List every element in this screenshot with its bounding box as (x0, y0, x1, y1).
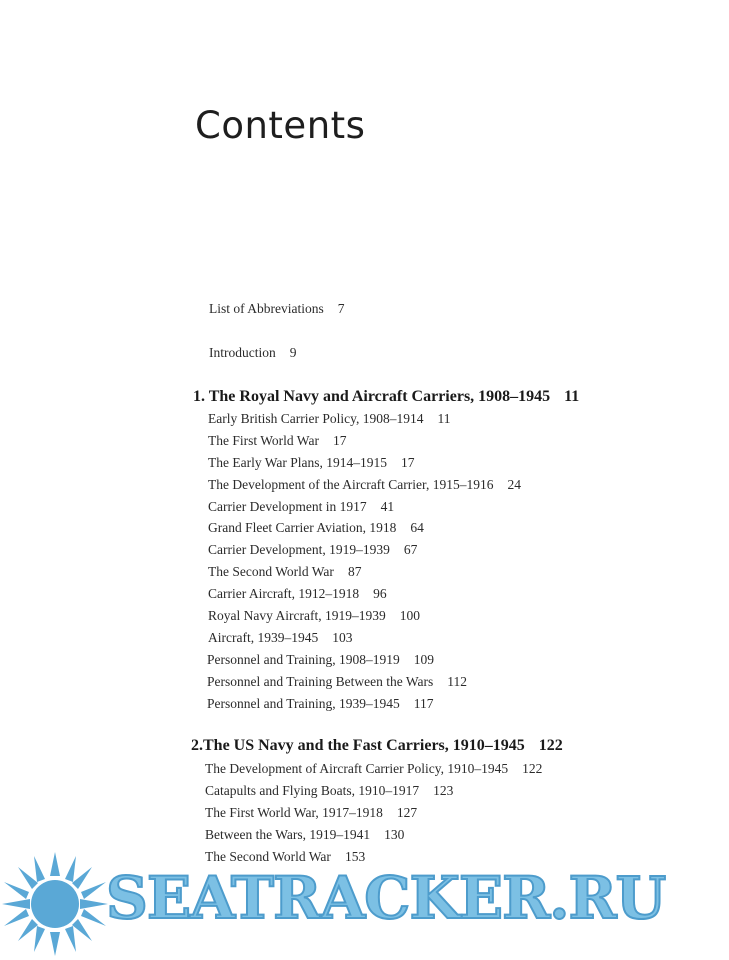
toc-entry-page: 123 (433, 783, 454, 798)
toc-entry-title: The First World War, 1917–1918 (205, 805, 383, 820)
toc-entry-title: Carrier Development, 1919–1939 (208, 542, 390, 557)
toc-entry-title: The Development of Aircraft Carrier Policy, 1910–1945 (205, 761, 509, 776)
toc-entry-title: Early British Carrier Policy, 1908–1914 (208, 411, 424, 426)
toc-entry-page: 112 (447, 674, 468, 689)
toc-entry-introduction[interactable] (209, 345, 297, 361)
toc-entry[interactable] (207, 674, 467, 690)
toc-entry-page: 17 (332, 433, 347, 448)
toc-entry-title: List of Abbreviations (209, 301, 324, 316)
toc-entry-page: 153 (344, 849, 366, 864)
toc-entry[interactable] (208, 564, 361, 580)
toc-entry[interactable] (207, 696, 434, 712)
toc-entry-page: 87 (347, 564, 362, 579)
chapter-title: The US Navy and the Fast Carriers, 1910–1945 (203, 737, 525, 754)
toc-entry-title: The Development of the Aircraft Carrier, 1915–1916 (208, 477, 494, 492)
toc-entry-page: 96 (373, 586, 387, 601)
toc-entry-page: 41 (380, 499, 395, 514)
toc-entry[interactable] (208, 411, 450, 427)
chapter-number: 1. (193, 388, 205, 405)
toc-entry-page: 11 (437, 411, 451, 426)
toc-entry-page: 7 (337, 301, 345, 316)
toc-entry[interactable] (208, 477, 521, 493)
chapter-page: 122 (538, 737, 563, 754)
toc-entry[interactable] (208, 455, 415, 471)
toc-chapter-1[interactable] (193, 388, 579, 406)
chapter-page: 11 (564, 388, 580, 405)
toc-entry-title: Between the Wars, 1919–1941 (205, 827, 371, 842)
toc-entry[interactable] (205, 761, 542, 777)
toc-entry-page: 24 (507, 477, 521, 492)
toc-entry-page: 67 (403, 542, 418, 557)
toc-entry-page: 64 (410, 520, 424, 535)
toc-chapter-2[interactable] (191, 737, 563, 755)
toc-entry-title: The Early War Plans, 1914–1915 (208, 455, 388, 470)
toc-entry[interactable] (208, 433, 346, 449)
toc-entry[interactable] (208, 586, 387, 602)
toc-entry-title: Carrier Aircraft, 1912–1918 (208, 586, 360, 601)
toc-entry-title: Catapults and Flying Boats, 1910–1917 (205, 783, 420, 798)
toc-entry[interactable] (208, 608, 420, 624)
toc-entry-page: 122 (522, 761, 543, 776)
toc-entry-title: Grand Fleet Carrier Aviation, 1918 (208, 520, 397, 535)
toc-entry-page: 127 (396, 805, 418, 820)
toc-entry-page: 17 (401, 455, 415, 470)
toc-entry[interactable] (208, 630, 352, 646)
toc-entry-title: Carrier Development in 1917 (208, 499, 367, 514)
toc-entry-page: 109 (413, 652, 435, 667)
toc-entry[interactable] (208, 542, 417, 558)
toc-entry[interactable] (205, 783, 453, 799)
toc-entry-title: Aircraft, 1939–1945 (208, 630, 319, 645)
toc-entry[interactable] (205, 805, 417, 821)
toc-entry[interactable] (208, 520, 424, 536)
toc-entry-title: Royal Navy Aircraft, 1919–1939 (208, 608, 386, 623)
toc-entry-title: The Second World War (208, 564, 334, 579)
watermark-text: SEATRACKER.RU (106, 864, 666, 932)
page-title: Contents (195, 104, 366, 147)
toc-entry-title: Personnel and Training, 1939–1945 (207, 696, 400, 711)
toc-entry[interactable] (208, 499, 394, 515)
toc-entry-title: Introduction (209, 345, 276, 360)
toc-entry[interactable] (205, 827, 404, 843)
toc-entry-title: Personnel and Training Between the Wars (207, 674, 434, 689)
toc-entry-title: The Second World War (205, 849, 331, 864)
toc-entry-page: 103 (332, 630, 353, 645)
toc-entry[interactable] (205, 849, 365, 865)
toc-entry-page: 9 (289, 345, 297, 360)
toc-entry-page: 100 (399, 608, 420, 623)
toc-entry-page: 130 (384, 827, 405, 842)
chapter-number: 2. (191, 737, 203, 754)
toc-entry-abbreviations[interactable] (209, 301, 345, 317)
sun-icon (0, 852, 110, 956)
toc-entry[interactable] (207, 652, 434, 668)
toc-entry-title: Personnel and Training, 1908–1919 (207, 652, 400, 667)
chapter-title: The Royal Navy and Aircraft Carriers, 1908–1945 (208, 388, 551, 405)
toc-entry-title: The First World War (208, 433, 319, 448)
toc-entry-page: 117 (413, 696, 434, 711)
